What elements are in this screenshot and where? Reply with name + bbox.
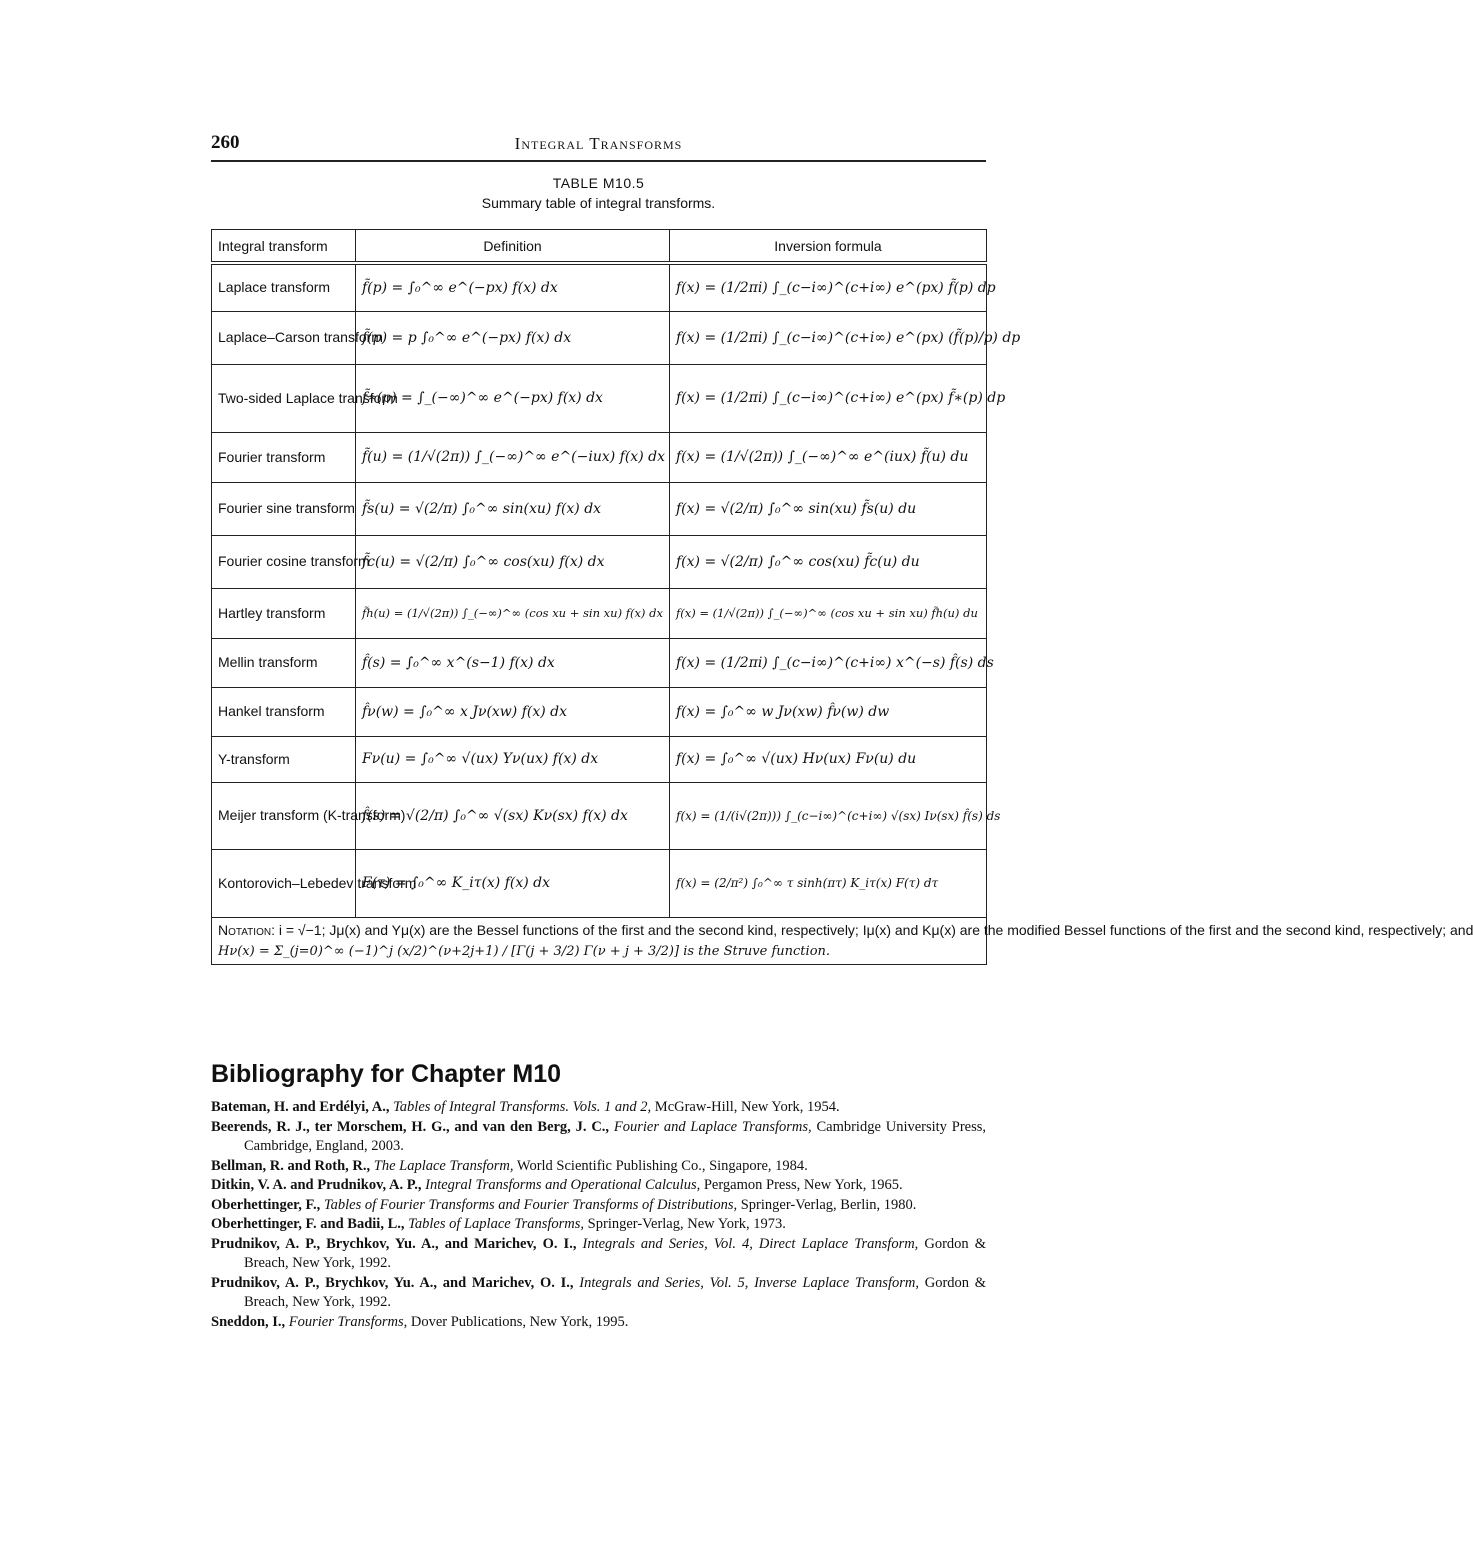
definition-formula: Fν(u) = ∫₀^∞ √(ux) Yν(ux) f(x) dx xyxy=(356,736,670,782)
inversion-formula: f(x) = ∫₀^∞ √(ux) Hν(ux) Fν(u) du xyxy=(670,736,987,782)
citation-publisher: Gordon & Breach, New York, 1992. xyxy=(244,1274,987,1310)
running-head: Integral Transforms xyxy=(514,134,683,153)
definition-formula: f̃(u) = (1/√(2π)) ∫_(−∞)^∞ e^(−iux) f(x) dx xyxy=(356,432,670,482)
table-row xyxy=(212,432,987,482)
transform-name: Two-sided Laplace transform xyxy=(212,364,356,432)
citation-author: Prudnikov, A. P., Brychkov, Yu. A., and Marichev, O. I., xyxy=(211,1235,577,1252)
citation-author: Oberhettinger, F., xyxy=(211,1196,321,1213)
table-row xyxy=(212,638,987,687)
table-row xyxy=(212,364,987,432)
citation-publisher: Springer-Verlag, Berlin, 1980. xyxy=(740,1196,917,1213)
table-row xyxy=(212,736,987,782)
definition-formula: F(τ) = ∫₀^∞ K_iτ(x) f(x) dx xyxy=(356,849,670,917)
citation-title: Integrals and Series, Vol. 4, Direct Laplace Transform, xyxy=(582,1235,919,1252)
citation-author: Beerends, R. J., ter Morschem, H. G., and van den Berg, J. C., xyxy=(211,1118,610,1135)
citation-title: Fourier and Laplace Transforms, xyxy=(613,1118,812,1135)
citation-author: Oberhettinger, F. and Badii, L., xyxy=(211,1216,405,1232)
page-header xyxy=(211,130,986,162)
list-item xyxy=(211,1118,986,1157)
definition-formula: f̃s(u) = √(2/π) ∫₀^∞ sin(xu) f(x) dx xyxy=(356,482,670,535)
table-subtitle: Summary table of integral transforms. xyxy=(481,195,716,211)
notation-label: Notation: xyxy=(218,921,275,938)
table-row xyxy=(212,588,987,638)
citation-author: Bellman, R. and Roth, R., xyxy=(211,1157,371,1174)
inversion-formula: f(x) = (1/2πi) ∫_(c−i∞)^(c+i∞) e^(px) f̃∗(p) dp xyxy=(670,364,987,432)
list-item xyxy=(211,1196,986,1216)
inversion-formula: f(x) = (1/√(2π)) ∫_(−∞)^∞ (cos xu + sin xu) f̃h(u) du xyxy=(670,588,987,638)
column-header-inversion: Inversion formula xyxy=(670,230,987,264)
list-item xyxy=(211,1235,986,1274)
citation-publisher: Gordon & Breach, New York, 1992. xyxy=(244,1235,986,1271)
citation-author: Bateman, H. and Erdélyi, A., xyxy=(211,1099,390,1115)
bibliography-title: Bibliography for Chapter M10 xyxy=(211,1060,562,1088)
citation-title: Integral Transforms and Operational Calculus, xyxy=(425,1177,701,1193)
table-row xyxy=(212,849,987,917)
citation-author: Prudnikov, A. P., Brychkov, Yu. A., and Marichev, O. I., xyxy=(211,1274,574,1291)
definition-formula: f̃c(u) = √(2/π) ∫₀^∞ cos(xu) f(x) dx xyxy=(356,535,670,588)
inversion-formula: f(x) = (1/2πi) ∫_(c−i∞)^(c+i∞) e^(px) f̃(p) dp xyxy=(670,263,987,311)
table-row xyxy=(212,782,987,849)
transform-name: Laplace–Carson transform xyxy=(212,311,356,364)
notation-row xyxy=(212,917,987,964)
transform-name: Y-transform xyxy=(212,736,356,782)
table-row xyxy=(212,482,987,535)
citation-title: Tables of Fourier Transforms and Fourier Transforms of Distributions, xyxy=(323,1196,738,1213)
bibliography-list xyxy=(211,1098,986,1332)
table-row xyxy=(212,535,987,588)
table-row xyxy=(212,263,987,311)
transform-name: Kontorovich–Lebedev transform xyxy=(212,849,356,917)
definition-formula: f̂(s) = √(2/π) ∫₀^∞ √(sx) Kν(sx) f(x) dx xyxy=(356,782,670,849)
citation-title: Fourier Transforms, xyxy=(288,1313,408,1330)
citation-title: The Laplace Transform, xyxy=(373,1157,514,1174)
table-row xyxy=(212,311,987,364)
citation-publisher: World Scientific Publishing Co., Singapore, 1984. xyxy=(516,1157,808,1174)
transform-name: Fourier sine transform xyxy=(212,482,356,535)
notation-text: i = √−1; Jμ(x) and Yμ(x) are the Bessel functions of the first and the second kind, respectively; Iμ(x) and Kμ(x) are the modified Bessel functions of the first and the second kind, respectively; and xyxy=(278,921,1473,938)
definition-formula: f̂ν(w) = ∫₀^∞ x Jν(xw) f(x) dx xyxy=(356,687,670,736)
citation-author: Sneddon, I., xyxy=(211,1313,286,1330)
transforms-table xyxy=(211,229,1473,965)
list-item xyxy=(211,1313,986,1333)
transform-name: Laplace transform xyxy=(212,263,356,311)
inversion-formula: f(x) = √(2/π) ∫₀^∞ sin(xu) f̃s(u) du xyxy=(670,482,987,535)
citation-title: Tables of Integral Transforms. Vols. 1 and 2, xyxy=(393,1099,652,1115)
transform-name: Hankel transform xyxy=(212,687,356,736)
inversion-formula: f(x) = (1/2πi) ∫_(c−i∞)^(c+i∞) x^(−s) f̂(s) ds xyxy=(670,638,987,687)
list-item xyxy=(211,1176,986,1196)
transform-name: Fourier cosine transform xyxy=(212,535,356,588)
struve-function-formula: Hν(x) = Σ_(j=0)^∞ (−1)^j (x/2)^(ν+2j+1) / [Γ(j + 3/2) Γ(ν + j + 3/2)] is the Struve function. xyxy=(218,943,831,959)
column-header-definition: Definition xyxy=(356,230,670,264)
citation-title: Tables of Laplace Transforms, xyxy=(408,1216,585,1232)
citation-publisher: Dover Publications, New York, 1995. xyxy=(410,1313,629,1330)
list-item xyxy=(211,1215,986,1235)
citation-publisher: McGraw-Hill, New York, 1954. xyxy=(654,1099,840,1115)
definition-formula: f̃(p) = p ∫₀^∞ e^(−px) f(x) dx xyxy=(356,311,670,364)
transform-name: Fourier transform xyxy=(212,432,356,482)
transform-name: Hartley transform xyxy=(212,588,356,638)
table-title: TABLE M10.5 xyxy=(552,175,645,191)
list-item xyxy=(211,1157,986,1177)
list-item xyxy=(211,1274,986,1313)
table-row xyxy=(212,687,987,736)
citation-publisher: Cambridge University Press, Cambridge, England, 2003. xyxy=(244,1118,986,1154)
transform-name: Mellin transform xyxy=(212,638,356,687)
list-item xyxy=(211,1098,986,1118)
inversion-formula: f(x) = √(2/π) ∫₀^∞ cos(xu) f̃c(u) du xyxy=(670,535,987,588)
page-number: 260 xyxy=(211,132,240,153)
column-header-transform: Integral transform xyxy=(212,230,356,264)
citation-publisher: Springer-Verlag, New York, 1973. xyxy=(587,1216,786,1232)
definition-formula: f̃h(u) = (1/√(2π)) ∫_(−∞)^∞ (cos xu + sin xu) f(x) dx xyxy=(356,588,670,638)
definition-formula: f̃(p) = ∫₀^∞ e^(−px) f(x) dx xyxy=(356,263,670,311)
table-header-row xyxy=(212,230,987,264)
inversion-formula: f(x) = (2/π²) ∫₀^∞ τ sinh(πτ) K_iτ(x) F(τ) dτ xyxy=(670,849,987,917)
citation-publisher: Pergamon Press, New York, 1965. xyxy=(703,1177,903,1193)
transform-name: Meijer transform (K-transform) xyxy=(212,782,356,849)
inversion-formula: f(x) = ∫₀^∞ w Jν(xw) f̂ν(w) dw xyxy=(670,687,987,736)
citation-author: Ditkin, V. A. and Prudnikov, A. P., xyxy=(211,1177,422,1193)
inversion-formula: f(x) = (1/√(2π)) ∫_(−∞)^∞ e^(iux) f̃(u) du xyxy=(670,432,987,482)
inversion-formula: f(x) = (1/2πi) ∫_(c−i∞)^(c+i∞) e^(px) (f̃(p)/p) dp xyxy=(670,311,987,364)
definition-formula: f̂(s) = ∫₀^∞ x^(s−1) f(x) dx xyxy=(356,638,670,687)
definition-formula: f̃∗(p) = ∫_(−∞)^∞ e^(−px) f(x) dx xyxy=(356,364,670,432)
citation-title: Integrals and Series, Vol. 5, Inverse Laplace Transform, xyxy=(579,1274,919,1291)
inversion-formula: f(x) = (1/(i√(2π))) ∫_(c−i∞)^(c+i∞) √(sx) Iν(sx) f̂(s) ds xyxy=(670,782,987,849)
notation-cell xyxy=(212,917,1473,964)
